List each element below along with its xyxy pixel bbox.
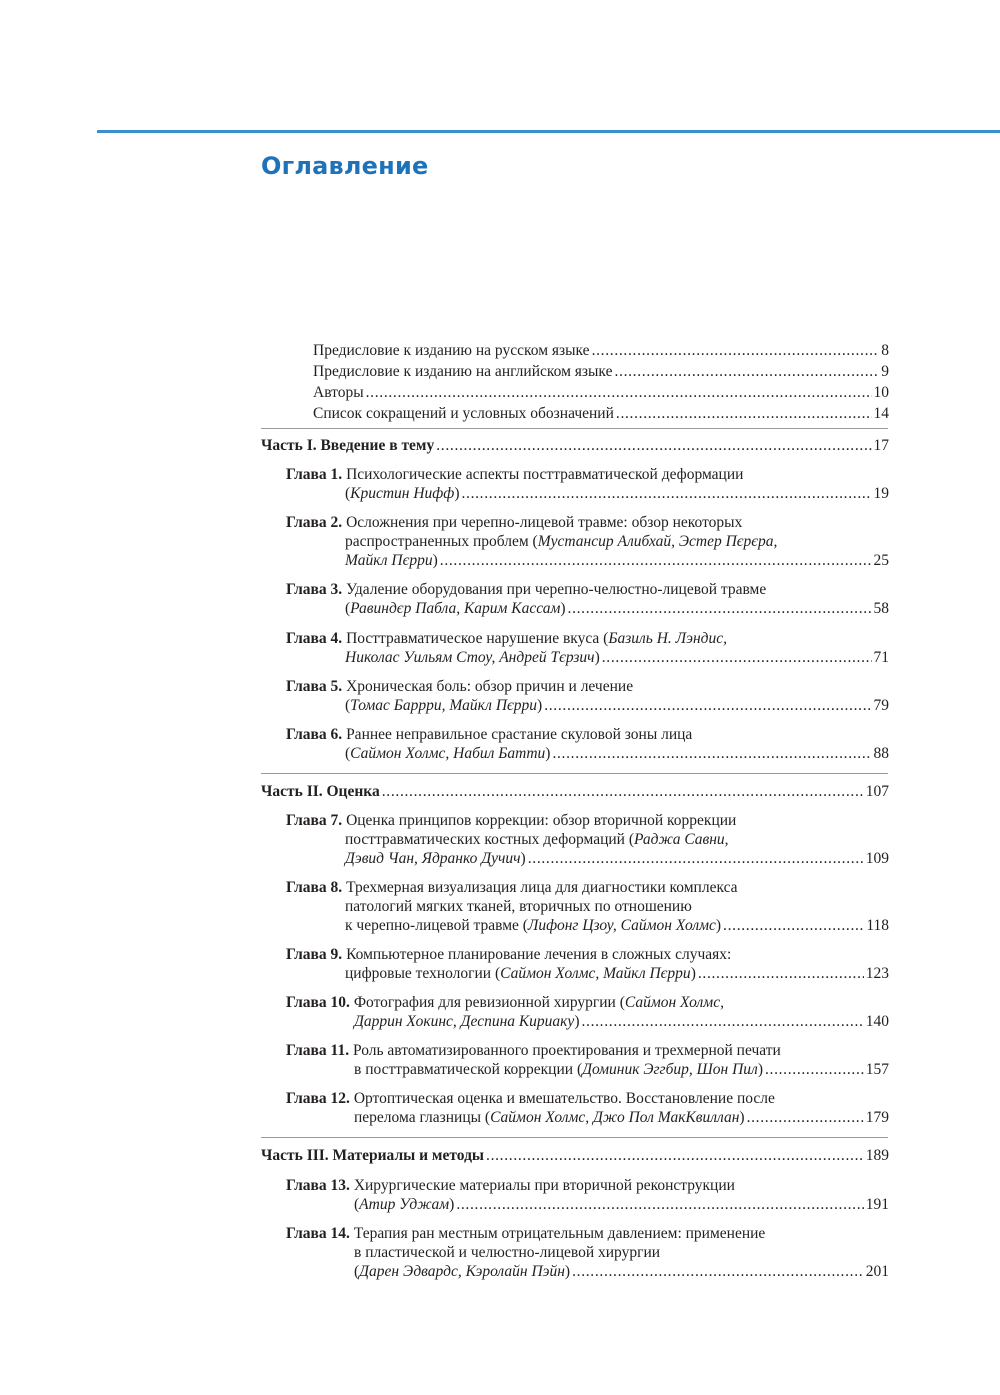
toc-page-number: 140 bbox=[865, 1013, 889, 1030]
toc-page-number: 58 bbox=[873, 600, 889, 617]
toc-chapter-5[interactable] bbox=[286, 677, 633, 696]
chapter-authors: Равиндєр Пабла, Карим Кассам bbox=[350, 600, 561, 617]
toc-page-number: 19 bbox=[873, 485, 889, 502]
toc-chapter-2-line2: распространенных проблем (Мустансир Алибхай, Эстер Пєрєра, bbox=[345, 533, 778, 550]
chapter-authors: Дэвид Чан, Ядранко Дучич bbox=[345, 850, 521, 867]
toc-entry-text: Предисловие к изданию на русском языке bbox=[313, 342, 590, 359]
toc-page-number: 10 bbox=[873, 384, 889, 401]
toc-chapter-8[interactable] bbox=[286, 878, 738, 897]
chapter-authors: Лифонг Цзоу, Саймон Холмс bbox=[527, 917, 716, 934]
toc-chapter-7-line3: Дэвид Чан, Ядранко Дучич) . . . 109 bbox=[345, 849, 889, 868]
toc-page-number: 109 bbox=[865, 850, 889, 867]
chapter-title: Трехмерная визуализация лица для диагностики комплекса bbox=[346, 879, 738, 896]
toc-chapter-14[interactable] bbox=[286, 1224, 765, 1243]
toc-page-number: 79 bbox=[873, 697, 889, 714]
toc-entry-preface-ru[interactable] bbox=[313, 341, 889, 360]
chapter-title: Оценка принципов коррекции: обзор вторичной коррекции bbox=[346, 812, 737, 829]
toc-chapter-11[interactable] bbox=[286, 1041, 781, 1060]
toc-chapter-8-line3: к черепно-лицевой травме (Лифонг Цзоу, Саймон Холмс) . . . 118 bbox=[345, 916, 889, 935]
toc-chapter-2-line3: Майкл Пєрри) . . . 25 bbox=[345, 551, 889, 570]
chapter-label: Глава 8. bbox=[286, 879, 343, 896]
toc-page-number: 179 bbox=[865, 1109, 889, 1126]
chapter-label: Глава 5. bbox=[286, 678, 343, 695]
part-title: Часть III. Материалы и методы bbox=[261, 1147, 485, 1164]
toc-chapter-9-line2: цифровые технологии (Саймон Холмс, Майкл Пєрри) . . . 123 bbox=[345, 964, 889, 983]
chapter-label: Глава 9. bbox=[286, 946, 343, 963]
toc-chapter-1[interactable] bbox=[286, 465, 743, 484]
toc-page-number: 107 bbox=[865, 783, 889, 800]
toc-page-number: 157 bbox=[865, 1061, 889, 1078]
toc-chapter-12-line2: перелома глазницы (Саймон Холмс, Джо Пол МакКвиллан) . . . 179 bbox=[354, 1108, 889, 1127]
toc-chapter-10[interactable]: Глава 10. Фотография для ревизионной хирургии (Саймон Холмс, bbox=[286, 994, 724, 1011]
toc-chapter-12[interactable] bbox=[286, 1089, 775, 1108]
toc-page-number: 201 bbox=[865, 1263, 889, 1280]
toc-chapter-3[interactable] bbox=[286, 580, 766, 599]
toc-chapter-6-line2: (Саймон Холмс, Набил Батти) . . . 88 bbox=[345, 744, 889, 763]
chapter-authors: Саймон Холмс, bbox=[624, 994, 724, 1011]
toc-chapter-3-line2: (Равиндєр Пабла, Карим Кассам) . . . 58 bbox=[345, 599, 889, 618]
toc-chapter-5-line2: (Томас Баррри, Майкл Пєрри) . . . 79 bbox=[345, 696, 889, 715]
chapter-title: Психологические аспекты посттравматической деформации bbox=[346, 466, 744, 483]
toc-page-number: 8 bbox=[881, 342, 889, 359]
chapter-authors: Саймон Холмс, Джо Пол МакКвиллан bbox=[490, 1109, 740, 1126]
chapter-label: Глава 2. bbox=[286, 514, 343, 531]
toc-page-number: 118 bbox=[866, 917, 889, 934]
chapter-authors: Дарен Эдвардс, Кэролайн Пэйн bbox=[359, 1263, 565, 1280]
toc-chapter-10-line2: Даррин Хокинс, Деспина Кириаку) . . . 140 bbox=[354, 1012, 889, 1031]
page-title: Оглавление bbox=[261, 152, 429, 180]
toc-chapter-1-line2: (Кристин Нифф) . . . 19 bbox=[345, 484, 889, 503]
toc-chapter-11-line2: в посттравматической коррекции (Доминик Эггбир, Шон Пил) . . . 157 bbox=[354, 1060, 889, 1079]
toc-chapter-14-line3: (Дарен Эдвардс, Кэролайн Пэйн) . . . 201 bbox=[354, 1262, 889, 1281]
toc-chapter-4[interactable]: Глава 4. Посттравматическое нарушение вкуса (Базиль Н. Лэндис, bbox=[286, 630, 728, 647]
chapter-authors: Доминик Эггбир, Шон Пил bbox=[582, 1061, 758, 1078]
toc-entry-preface-en[interactable] bbox=[313, 362, 889, 381]
toc-chapter-13[interactable] bbox=[286, 1176, 735, 1195]
toc-page-number: 25 bbox=[873, 552, 889, 569]
toc-page-number: 14 bbox=[873, 405, 889, 422]
chapter-title: Осложнения при черепно-лицевой травме: обзор некоторых bbox=[346, 514, 743, 531]
chapter-label: Глава 11. bbox=[286, 1042, 350, 1059]
toc-chapter-7[interactable] bbox=[286, 811, 736, 830]
chapter-label: Глава 14. bbox=[286, 1225, 350, 1242]
chapter-label: Глава 10. bbox=[286, 994, 350, 1011]
toc-chapter-6[interactable] bbox=[286, 725, 692, 744]
chapter-title: Удаление оборудования при черепно-челюстно-лицевой травме bbox=[346, 581, 767, 598]
chapter-title: Роль автоматизированного проектирования и трехмерной печати bbox=[352, 1042, 781, 1059]
toc-page-number: 189 bbox=[865, 1147, 889, 1164]
section-divider bbox=[261, 1137, 888, 1138]
chapter-title: Раннее неправильное срастание скуловой зоны лица bbox=[346, 726, 693, 743]
chapter-title: Терапия ран местным отрицательным давлением: применение bbox=[353, 1225, 766, 1242]
chapter-title: Компьютерное планирование лечения в сложных случаях: bbox=[346, 946, 732, 963]
header-rule bbox=[97, 130, 1000, 133]
toc-entry-text: Предисловие к изданию на английском языке bbox=[313, 363, 613, 380]
chapter-authors: Саймон Холмс, Майкл Пєрри bbox=[500, 965, 691, 982]
chapter-label: Глава 1. bbox=[286, 466, 343, 483]
chapter-authors: Мустансир Алибхай, Эстер Пєрєра, bbox=[537, 533, 778, 550]
chapter-authors: Базиль Н. Лэндис, bbox=[608, 630, 728, 647]
toc-part-2[interactable] bbox=[261, 782, 889, 801]
chapter-label: Глава 12. bbox=[286, 1090, 350, 1107]
chapter-title: Ортоптическая оценка и вмешательство. Восстановление после bbox=[353, 1090, 775, 1107]
section-divider bbox=[261, 773, 888, 774]
section-divider bbox=[261, 428, 888, 429]
toc-chapter-4-line2: Николас Уильям Стоу, Андрей Тєрзич) . . . 71 bbox=[345, 648, 889, 667]
toc-page-number: 191 bbox=[865, 1196, 889, 1213]
toc-entry-abbreviations[interactable] bbox=[313, 404, 889, 423]
toc-page-number: 88 bbox=[873, 745, 889, 762]
chapter-label: Глава 7. bbox=[286, 812, 343, 829]
chapter-label: Глава 13. bbox=[286, 1177, 350, 1194]
part-title: Часть I. Введение в тему bbox=[261, 437, 435, 454]
chapter-authors: Майкл Пєрри bbox=[345, 552, 433, 569]
chapter-authors: Николас Уильям Стоу, Андрей Тєрзич bbox=[345, 649, 595, 666]
chapter-authors: Кристин Нифф bbox=[350, 485, 455, 502]
toc-entry-text: Список сокращений и условных обозначений bbox=[313, 405, 614, 422]
toc-page-number: 17 bbox=[873, 437, 889, 454]
toc-page-number: 71 bbox=[873, 649, 889, 666]
chapter-title: Хроническая боль: обзор причин и лечение bbox=[346, 678, 634, 695]
toc-part-1[interactable] bbox=[261, 436, 889, 455]
toc-entry-text: Авторы bbox=[313, 384, 364, 401]
chapter-authors: Томас Баррри, Майкл Пєрри bbox=[350, 697, 538, 714]
toc-chapter-9[interactable] bbox=[286, 945, 731, 964]
toc-chapter-7-line2: посттравматических костных деформаций (Раджа Савни, bbox=[345, 831, 729, 848]
chapter-label: Глава 3. bbox=[286, 581, 343, 598]
chapter-label: Глава 4. bbox=[286, 630, 343, 647]
chapter-authors: Даррин Хокинс, Деспина Кириаку bbox=[354, 1013, 575, 1030]
chapter-label: Глава 6. bbox=[286, 726, 343, 743]
toc-page-number: 9 bbox=[881, 363, 889, 380]
chapter-authors: Саймон Холмс, Набил Батти bbox=[350, 745, 546, 762]
toc-page-number: 123 bbox=[865, 965, 889, 982]
chapter-authors: Раджа Савни, bbox=[634, 831, 729, 848]
chapter-authors: Атир Уджам bbox=[359, 1196, 450, 1213]
chapter-title: Хирургические материалы при вторичной реконструкции bbox=[353, 1177, 735, 1194]
part-title: Часть II. Оценка bbox=[261, 783, 380, 800]
toc-entry-authors[interactable] bbox=[313, 383, 889, 402]
toc-chapter-2[interactable] bbox=[286, 513, 742, 532]
toc-chapter-8-line2: патологий мягких тканей, вторичных по отношению bbox=[345, 898, 692, 915]
toc-chapter-13-line2: (Атир Уджам) . . . 191 bbox=[354, 1195, 889, 1214]
toc-part-3[interactable] bbox=[261, 1146, 889, 1165]
toc-chapter-14-line2: в пластической и челюстно-лицевой хирургии bbox=[354, 1244, 661, 1261]
